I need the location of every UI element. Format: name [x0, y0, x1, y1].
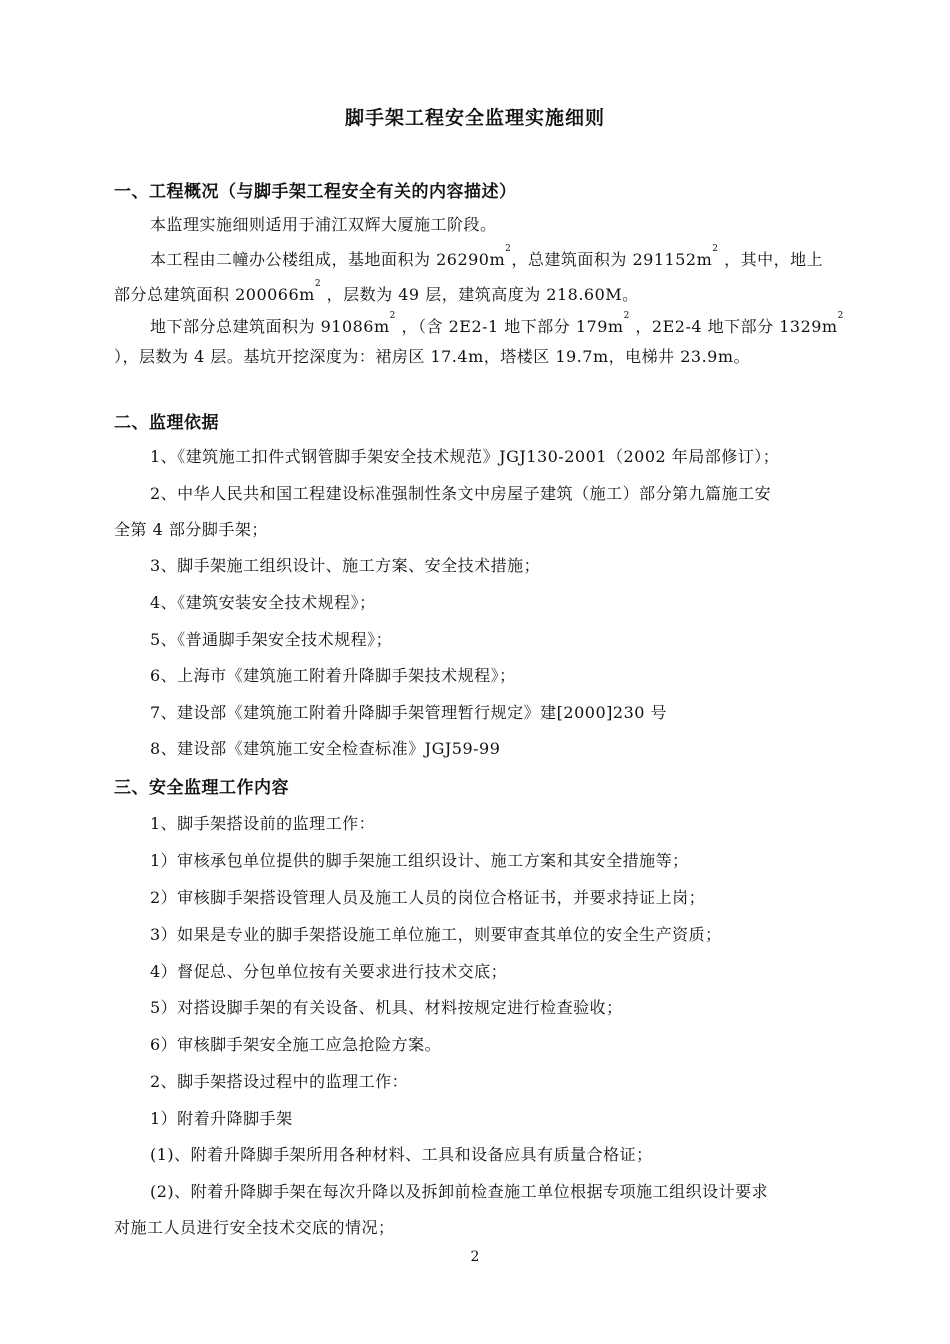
list-item: 4）督促总、分包单位按有关要求进行技术交底； [150, 962, 508, 981]
list-item: 1）附着升降脚手架 [150, 1109, 293, 1128]
list-item: 7、建设部《建筑施工附着升降脚手架管理暂行规定》建[2000]230 号 [150, 703, 668, 722]
list-item: 1、《建筑施工扣件式钢管脚手架安全技术规范》JGJ130-2001（2002 年局部修订）； [150, 447, 780, 466]
paragraph: 地下部分总建筑面积为 $91086m^2$ ，（含 2E2-1 地下部分 $179m^2$ ，2E2-4 地下部分 $1329m^2$ [150, 311, 844, 336]
list-item: 2）审核脚手架搭设管理人员及施工人员的岗位合格证书，并要求持证上岗； [150, 888, 706, 907]
list-item: 1）审核承包单位提供的脚手架施工组织设计、施工方案和其安全措施等； [150, 851, 689, 870]
paragraph-continuation: 部分总建筑面积 $200066m^2$ ，层数为 49 层，建筑高度为 218.60M。 [114, 279, 639, 304]
list-item: (1)、附着升降脚手架所用各种材料、工具和设备应具有质量合格证； [150, 1145, 653, 1164]
list-item: 8、建设部《建筑施工安全检查标准》JGJ59-99 [150, 739, 501, 758]
paragraph: 本工程由二幢办公楼组成，基地面积为 $26290m^2$，总建筑面积为 $291152m^2$ ，其中，地上 [150, 244, 824, 269]
page-title: 脚手架工程安全监理实施细则 [344, 107, 605, 129]
section-heading-work-content: 三、安全监理工作内容 [114, 778, 289, 798]
list-item-continuation: 全第 4 部分脚手架； [114, 520, 268, 539]
list-item: 5）对搭设脚手架的有关设备、机具、材料按规定进行检查验收； [150, 998, 623, 1017]
section-heading-overview: 一、工程概况（与脚手架工程安全有关的内容描述） [114, 182, 517, 202]
list-item: (2)、附着升降脚手架在每次升降以及拆卸前检查施工单位根据专项施工组织设计要求 [150, 1182, 769, 1201]
list-item: 4、《建筑安装安全技术规程》； [150, 593, 376, 612]
list-item: 3、脚手架施工组织设计、施工方案、安全技术措施； [150, 556, 541, 575]
list-item: 2、中华人民共和国工程建设标准强制性条文中房屋子建筑（施工）部分第九篇施工安 [150, 484, 772, 503]
list-item: 1、脚手架搭设前的监理工作： [150, 814, 376, 833]
page-number: 2 [470, 1249, 480, 1265]
list-item: 6、上海市《建筑施工附着升降脚手架技术规程》； [150, 666, 516, 685]
list-item: 2、脚手架搭设过程中的监理工作： [150, 1072, 409, 1091]
list-item: 5、《普通脚手架安全技术规程》； [150, 630, 393, 649]
list-item: 6）审核脚手架安全施工应急抢险方案。 [150, 1035, 442, 1054]
section-heading-basis: 二、监理依据 [114, 413, 219, 433]
paragraph: 本监理实施细则适用于浦江双辉大厦施工阶段。 [150, 215, 497, 234]
paragraph-continuation: ），层数为 4 层。基坑开挖深度为：裙房区 17.4m，塔楼区 19.7m，电梯井 23.9m。 [114, 347, 751, 366]
list-item-continuation: 对施工人员进行安全技术交底的情况； [114, 1218, 395, 1237]
list-item: 3）如果是专业的脚手架搭设施工单位施工，则要审查其单位的安全生产资质； [150, 925, 722, 944]
